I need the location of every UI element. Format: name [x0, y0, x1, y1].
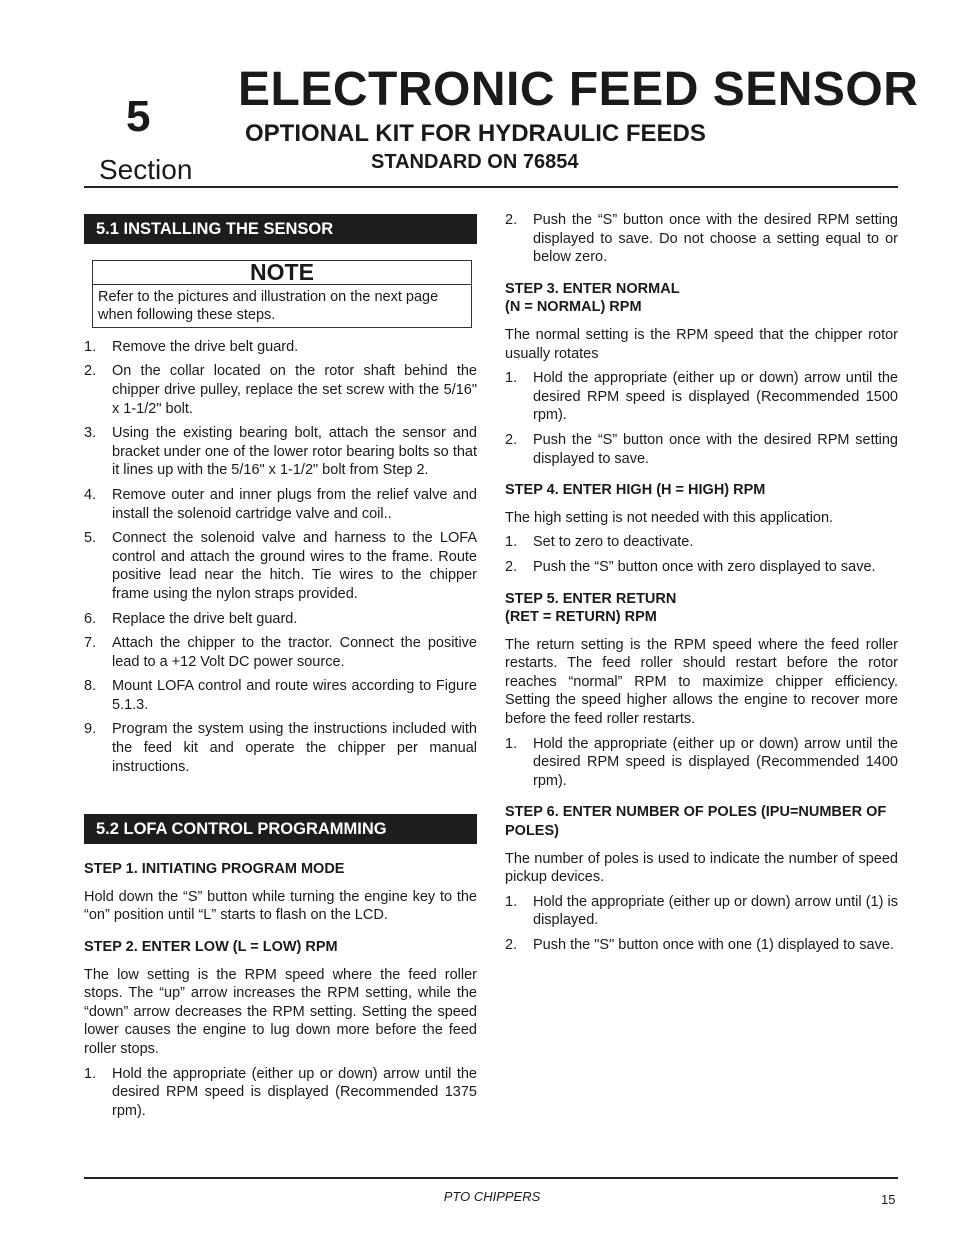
- list-item-number: 1.: [505, 370, 518, 387]
- step2-list-continued: [505, 211, 898, 267]
- page-subtitle: OPTIONAL KIT FOR HYDRAULIC FEEDS: [245, 120, 706, 147]
- list-item-text: On the collar located on the rotor shaft behind the chipper drive pulley, replace the set screw with the 5/16" x 1-1/2" bolt.: [112, 363, 477, 417]
- step6-list: [505, 893, 898, 955]
- step1-text: Hold down the “S” button while turning the engine key to the “on” position until “L” starts to flash on the LCD.: [84, 888, 477, 924]
- list-item: [84, 677, 477, 714]
- list-item-text: Using the existing bearing bolt, attach the sensor and bracket under one of the lower rotor bearing bolts so that it lines up with the 5/16" x 1-1/2" bolt from Step 2.: [112, 425, 477, 479]
- step4-list: [505, 533, 898, 576]
- step2-text: The low setting is the RPM speed where the feed roller stops. The “up” arrow increases the RPM setting, while the “down” arrow decreases the RPM setting. Setting the speed lower causes the engine to lug down more before the feed roller stops.: [84, 966, 477, 1057]
- list-item-text: Mount LOFA control and route wires according to Figure 5.1.3.: [112, 678, 477, 713]
- list-item-text: Push the “S” button once with zero displayed to save.: [533, 558, 876, 575]
- list-item: [84, 1065, 477, 1121]
- step2-heading: STEP 2. ENTER LOW (L = LOW) RPM: [84, 939, 338, 956]
- page-title: ELECTRONIC FEED SENSOR: [238, 63, 919, 116]
- list-item-text: Set to zero to deactivate.: [533, 534, 694, 551]
- list-item-text: Hold the appropriate (either up or down) arrow until the desired RPM speed is displayed (Recommended 1375 rpm).: [112, 1065, 477, 1119]
- list-item-number: 2.: [505, 212, 518, 228]
- list-item: [84, 424, 477, 480]
- list-item-number: 3.: [84, 425, 97, 442]
- list-item: [505, 735, 898, 791]
- list-item-text: Replace the drive belt guard.: [112, 610, 298, 627]
- list-item-number: 1.: [505, 893, 518, 910]
- step5-heading-line1: STEP 5. ENTER RETURN: [505, 590, 677, 607]
- left-column: [84, 214, 477, 1126]
- list-item: [505, 369, 898, 425]
- note-text: Refer to the pictures and illustration on the next page when following these steps.: [98, 288, 439, 324]
- list-item: [84, 720, 477, 776]
- step5-text: The return setting is the RPM speed where the feed roller restarts. The feed roller should restart before the rotor reaches “normal” RPM to maximize chipper efficiency. Setting the speed higher allows the engine to recover more before the feed roller restarts.: [505, 636, 898, 728]
- list-item: [505, 431, 898, 468]
- step5-heading-line2: (RET = RETURN) RPM: [505, 609, 657, 626]
- list-item-text: Remove outer and inner plugs from the relief valve and install the solenoid cartridge valve and coil..: [112, 486, 477, 522]
- list-item: [505, 893, 898, 930]
- note-box: [92, 260, 472, 328]
- list-item-number: 6.: [84, 610, 97, 627]
- right-column: [505, 211, 898, 961]
- list-item-number: 8.: [84, 678, 97, 695]
- list-item: [84, 610, 477, 629]
- install-steps-list: [84, 338, 477, 776]
- step5-heading: [505, 590, 898, 627]
- header-divider: [84, 186, 898, 188]
- list-item-number: 2.: [505, 431, 518, 448]
- list-item: [505, 558, 898, 577]
- section-heading-programming: 5.2 LOFA CONTROL PROGRAMMING: [84, 814, 477, 844]
- step6-heading: STEP 6. ENTER NUMBER OF POLES (IPU=NUMBER OF POLES): [505, 804, 887, 840]
- list-item-text: Push the "S" button once with one (1) displayed to save.: [533, 937, 894, 953]
- list-item-number: 1.: [84, 1065, 97, 1082]
- list-item-number: 1.: [505, 735, 518, 752]
- footer-divider: [84, 1177, 898, 1179]
- list-item-text: Remove the drive belt guard.: [112, 338, 299, 355]
- page-subtitle-2: STANDARD ON 76854: [371, 151, 579, 173]
- step3-heading: [505, 280, 898, 317]
- list-item: [84, 486, 477, 523]
- list-item: [505, 211, 898, 267]
- list-item-number: 1.: [505, 534, 518, 551]
- step3-heading-line2: (N = NORMAL) RPM: [505, 299, 642, 316]
- list-item-text: Connect the solenoid valve and harness to the LOFA control and attach the ground wires to the frame. Route positive lead near the hitch. Tie wires to the chipper frame using the nylon straps provided.: [112, 530, 477, 602]
- list-item-text: Attach the chipper to the tractor. Connect the positive lead to a +12 Volt DC power source.: [112, 635, 477, 670]
- step3-heading-line1: STEP 3. ENTER NORMAL: [505, 280, 680, 297]
- list-item: [84, 634, 477, 671]
- list-item: [505, 936, 898, 955]
- list-item-number: 2.: [505, 937, 518, 953]
- list-item-text: Push the “S” button once with the desired RPM setting displayed to save.: [533, 431, 898, 467]
- list-item-number: 2.: [505, 558, 518, 575]
- list-item-text: Push the “S” button once with the desired RPM setting displayed to save. Do not choose a setting equal to or below zero.: [533, 212, 898, 266]
- list-item-number: 2.: [84, 363, 97, 380]
- step2-list: [84, 1065, 477, 1121]
- list-item: [505, 533, 898, 552]
- section-number: 5: [126, 92, 151, 141]
- note-title: NOTE: [93, 261, 471, 285]
- list-item-text: Hold the appropriate (either up or down) arrow until the desired RPM speed is displayed (Recommended 1500 rpm).: [533, 370, 898, 424]
- section-label: Section: [99, 154, 193, 185]
- list-item-number: 1.: [84, 338, 97, 355]
- step5-list: [505, 735, 898, 791]
- step1-heading: STEP 1. INITIATING PROGRAM MODE: [84, 861, 345, 878]
- list-item: [84, 362, 477, 418]
- list-item-number: 9.: [84, 721, 97, 738]
- page-number: 15: [881, 1192, 896, 1207]
- section-heading-installing: 5.1 INSTALLING THE SENSOR: [84, 214, 477, 244]
- list-item: [84, 529, 477, 603]
- step4-text: The high setting is not needed with this application.: [505, 509, 834, 526]
- list-item-text: Program the system using the instructions included with the feed kit and operate the chipper per manual instructions.: [112, 721, 477, 775]
- list-item-number: 4.: [84, 486, 97, 503]
- list-item: [84, 338, 477, 357]
- list-item-number: 5.: [84, 530, 97, 547]
- list-item-text: Hold the appropriate (either up or down) arrow until (1) is displayed.: [533, 893, 898, 929]
- step4-heading: STEP 4. ENTER HIGH (H = HIGH) RPM: [505, 482, 766, 499]
- step3-text: The normal setting is the RPM speed that the chipper rotor usually rotates: [505, 326, 898, 362]
- step6-text: The number of poles is used to indicate the number of speed pickup devices.: [505, 850, 898, 886]
- list-item-text: Hold the appropriate (either up or down) arrow until the desired RPM speed is displayed (Recommended 1400 rpm).: [533, 735, 898, 789]
- footer-title: PTO CHIPPERS: [443, 1189, 541, 1204]
- step3-list: [505, 369, 898, 468]
- list-item-number: 7.: [84, 635, 97, 652]
